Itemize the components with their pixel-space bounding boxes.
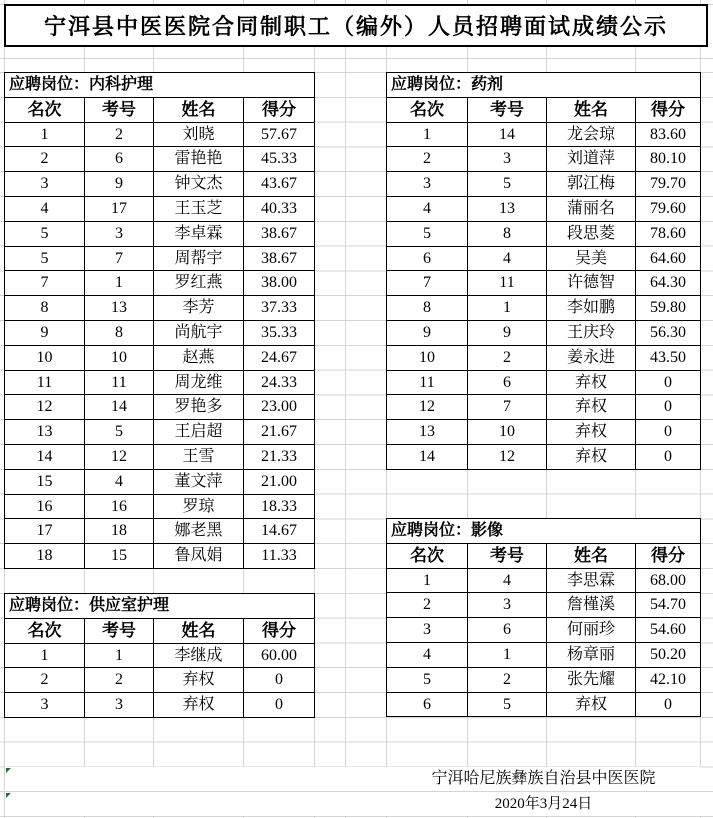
table-cell[interactable]: 59.80 xyxy=(636,296,701,321)
column-header-name[interactable]: 姓名 xyxy=(547,97,636,122)
table-cell[interactable]: 赵燕 xyxy=(154,345,244,370)
table-cell[interactable]: 18.33 xyxy=(244,494,315,519)
table-cell[interactable]: 60.00 xyxy=(244,643,315,668)
table-cell[interactable]: 83.60 xyxy=(636,122,701,147)
table-row xyxy=(387,345,701,370)
table-cell[interactable]: 2 xyxy=(468,345,547,370)
footer-org-cell[interactable]: 宁洱哈尼族彝族自治县中医医院 xyxy=(431,770,656,787)
table-cell[interactable]: 刘晓 xyxy=(154,122,244,147)
table-cell[interactable]: 12 xyxy=(5,395,85,420)
position-label-cell[interactable]: 应聘岗位：影像 xyxy=(387,519,701,544)
table-cell[interactable]: 14 xyxy=(468,122,547,147)
table-cell[interactable]: 郭江梅 xyxy=(547,172,636,197)
position-label-cell[interactable]: 应聘岗位：药剂 xyxy=(387,73,701,98)
table-row xyxy=(387,370,701,395)
table-cell[interactable]: 8 xyxy=(387,296,468,321)
table-cell[interactable]: 1 xyxy=(85,271,154,296)
table-cell[interactable]: 57.67 xyxy=(244,122,315,147)
table-row xyxy=(387,568,701,593)
table-row xyxy=(5,246,315,271)
table-cell[interactable]: 23.00 xyxy=(244,395,315,420)
table-cell[interactable]: 6 xyxy=(85,147,154,172)
table-cell[interactable]: 周帮宇 xyxy=(154,246,244,271)
table-cell[interactable]: 詹槿溪 xyxy=(547,593,636,618)
table-cell[interactable]: 吴美 xyxy=(547,246,636,271)
table-cell[interactable]: 21.33 xyxy=(244,444,315,469)
table-row xyxy=(387,196,701,221)
table-cell[interactable]: 5 xyxy=(468,692,547,717)
table-cell[interactable]: 14.67 xyxy=(244,519,315,544)
table-row xyxy=(5,395,315,420)
table-cell[interactable]: 14 xyxy=(5,444,85,469)
table-cell[interactable]: 38.67 xyxy=(244,221,315,246)
table-cell[interactable]: 刘道萍 xyxy=(547,147,636,172)
table-cell[interactable]: 7 xyxy=(468,395,547,420)
table-cell[interactable]: 2 xyxy=(85,668,154,693)
position-label-cell[interactable]: 应聘岗位：供应室护理 xyxy=(5,594,315,619)
table-cell[interactable]: 4 xyxy=(5,196,85,221)
table-cell[interactable]: 17 xyxy=(85,196,154,221)
table-cell[interactable]: 24.67 xyxy=(244,345,315,370)
table-cell[interactable]: 11 xyxy=(5,370,85,395)
table-row xyxy=(387,122,701,147)
table-cell[interactable]: 1 xyxy=(468,642,547,667)
table-cell[interactable]: 弃权 xyxy=(547,395,636,420)
table-cell[interactable]: 张先耀 xyxy=(547,667,636,692)
table-row xyxy=(5,221,315,246)
table-cell[interactable]: 4 xyxy=(468,568,547,593)
table-row xyxy=(387,618,701,643)
table-row xyxy=(5,643,315,668)
table-cell[interactable]: 蒲丽名 xyxy=(547,196,636,221)
table-cell[interactable]: 6 xyxy=(468,618,547,643)
table-cell[interactable]: 15 xyxy=(5,469,85,494)
table-row xyxy=(5,469,315,494)
table-cell[interactable]: 21.67 xyxy=(244,420,315,445)
table-row xyxy=(387,642,701,667)
table-cell[interactable]: 13 xyxy=(85,296,154,321)
table-cell[interactable]: 5 xyxy=(468,172,547,197)
table-cell[interactable]: 3 xyxy=(468,147,547,172)
table-row xyxy=(387,395,701,420)
table-yingxiang xyxy=(386,518,701,717)
table-cell[interactable]: 弃权 xyxy=(547,692,636,717)
table-cell[interactable]: 李卓霖 xyxy=(154,221,244,246)
table-row xyxy=(387,221,701,246)
table-cell[interactable]: 李如鹏 xyxy=(547,296,636,321)
table-row xyxy=(387,246,701,271)
footer-org-row xyxy=(5,767,701,792)
table-cell[interactable]: 40.33 xyxy=(244,196,315,221)
table-cell[interactable]: 9 xyxy=(387,320,468,345)
table-cell[interactable]: 12 xyxy=(387,395,468,420)
table-cell[interactable]: 15 xyxy=(85,544,154,569)
position-label-cell[interactable]: 应聘岗位：内科护理 xyxy=(5,73,315,98)
table-cell[interactable]: 李继成 xyxy=(154,643,244,668)
table-cell[interactable]: 13 xyxy=(468,196,547,221)
table-cell[interactable]: 35.33 xyxy=(244,320,315,345)
table-cell[interactable]: 7 xyxy=(387,271,468,296)
table-row xyxy=(5,345,315,370)
table-row xyxy=(5,444,315,469)
table-cell[interactable]: 0 xyxy=(636,444,701,469)
table-cell[interactable]: 鲁凤娟 xyxy=(154,544,244,569)
column-header-exam-number[interactable]: 考号 xyxy=(85,97,154,122)
table-cell[interactable]: 弃权 xyxy=(154,693,244,718)
table-cell[interactable]: 弃权 xyxy=(547,370,636,395)
table-cell[interactable]: 罗红燕 xyxy=(154,271,244,296)
footer-date-row xyxy=(5,792,701,816)
table-row xyxy=(5,693,315,718)
table-cell[interactable]: 3 xyxy=(387,172,468,197)
table-cell[interactable]: 13 xyxy=(5,420,85,445)
table-cell[interactable]: 弃权 xyxy=(547,420,636,445)
table-cell[interactable]: 79.60 xyxy=(636,196,701,221)
table-cell[interactable]: 38.00 xyxy=(244,271,315,296)
column-header-exam-number[interactable]: 考号 xyxy=(468,543,547,568)
cell-error-indicator-icon xyxy=(6,768,11,773)
table-cell[interactable]: 2 xyxy=(85,122,154,147)
table-cell[interactable]: 0 xyxy=(636,370,701,395)
table-cell[interactable]: 弃权 xyxy=(154,668,244,693)
table-cell[interactable]: 11.33 xyxy=(244,544,315,569)
cell-error-indicator-icon xyxy=(6,793,11,798)
table-row xyxy=(387,519,701,544)
column-header-score[interactable]: 得分 xyxy=(244,618,315,643)
table-cell[interactable]: 10 xyxy=(468,420,547,445)
table-row xyxy=(5,271,315,296)
table-cell[interactable]: 10 xyxy=(85,345,154,370)
table-cell[interactable]: 罗艳多 xyxy=(154,395,244,420)
table-cell[interactable]: 10 xyxy=(387,345,468,370)
table-cell[interactable]: 罗琼 xyxy=(154,494,244,519)
table-row xyxy=(387,296,701,321)
table-row xyxy=(387,420,701,445)
table-cell[interactable]: 7 xyxy=(5,271,85,296)
table-cell[interactable]: 9 xyxy=(85,172,154,197)
footer-date-cell[interactable]: 2020年3月24日 xyxy=(494,796,593,812)
table-cell[interactable]: 9 xyxy=(5,320,85,345)
table-cell[interactable]: 2 xyxy=(387,593,468,618)
table-cell[interactable]: 娜老黑 xyxy=(154,519,244,544)
table-cell[interactable]: 4 xyxy=(468,246,547,271)
table-row xyxy=(387,271,701,296)
notice-title-cell[interactable] xyxy=(4,4,708,47)
table-cell[interactable]: 56.30 xyxy=(636,320,701,345)
table-row xyxy=(387,147,701,172)
table-row xyxy=(5,420,315,445)
table-cell[interactable]: 3 xyxy=(5,172,85,197)
column-header-rank[interactable]: 名次 xyxy=(387,543,468,568)
table-cell[interactable]: 5 xyxy=(5,221,85,246)
column-header-name[interactable]: 姓名 xyxy=(547,543,636,568)
table-cell[interactable]: 43.67 xyxy=(244,172,315,197)
table-cell[interactable]: 钟文杰 xyxy=(154,172,244,197)
table-cell[interactable]: 54.60 xyxy=(636,618,701,643)
table-cell[interactable]: 80.10 xyxy=(636,147,701,172)
column-header-score[interactable]: 得分 xyxy=(636,543,701,568)
table-row xyxy=(5,73,315,98)
table-row xyxy=(387,667,701,692)
table-cell[interactable]: 11 xyxy=(85,370,154,395)
table-cell[interactable]: 雷艳艳 xyxy=(154,147,244,172)
table-cell[interactable]: 13 xyxy=(387,420,468,445)
column-header-rank[interactable]: 名次 xyxy=(5,618,85,643)
table-cell[interactable]: 4 xyxy=(85,469,154,494)
table-cell[interactable]: 8 xyxy=(468,221,547,246)
table-row xyxy=(387,320,701,345)
table-cell[interactable]: 8 xyxy=(5,296,85,321)
table-gongyingshi-huli xyxy=(4,593,315,718)
table-row xyxy=(5,494,315,519)
table-row xyxy=(5,668,315,693)
table-cell[interactable]: 11 xyxy=(468,271,547,296)
table-cell[interactable]: 王雪 xyxy=(154,444,244,469)
table-row xyxy=(5,296,315,321)
table-cell[interactable]: 16 xyxy=(5,494,85,519)
table-cell[interactable]: 姜永进 xyxy=(547,345,636,370)
column-header-rank[interactable]: 名次 xyxy=(387,97,468,122)
table-yaoji xyxy=(386,72,701,470)
table-cell[interactable]: 2 xyxy=(5,668,85,693)
table-row xyxy=(387,593,701,618)
table-row xyxy=(387,97,701,122)
column-header-exam-number[interactable]: 考号 xyxy=(85,618,154,643)
table-cell[interactable]: 0 xyxy=(636,420,701,445)
table-cell[interactable]: 17 xyxy=(5,519,85,544)
table-row xyxy=(387,692,701,717)
table-cell[interactable]: 0 xyxy=(636,692,701,717)
table-row xyxy=(5,172,315,197)
table-cell[interactable]: 0 xyxy=(244,693,315,718)
table-cell[interactable]: 3 xyxy=(85,693,154,718)
table-cell[interactable]: 79.70 xyxy=(636,172,701,197)
table-cell[interactable]: 18 xyxy=(85,519,154,544)
table-cell[interactable]: 1 xyxy=(85,643,154,668)
table-cell[interactable]: 4 xyxy=(387,642,468,667)
column-header-score[interactable]: 得分 xyxy=(244,97,315,122)
table-row xyxy=(5,97,315,122)
table-cell[interactable]: 11 xyxy=(387,370,468,395)
table-cell[interactable]: 3 xyxy=(387,618,468,643)
table-cell[interactable]: 24.33 xyxy=(244,370,315,395)
table-cell[interactable]: 68.00 xyxy=(636,568,701,593)
table-cell[interactable]: 0 xyxy=(244,668,315,693)
table-row xyxy=(5,544,315,569)
column-header-name[interactable]: 姓名 xyxy=(154,618,244,643)
table-cell[interactable]: 4 xyxy=(387,196,468,221)
table-row xyxy=(387,444,701,469)
table-cell[interactable]: 7 xyxy=(85,246,154,271)
table-cell[interactable]: 5 xyxy=(387,667,468,692)
table-cell[interactable]: 王玉芝 xyxy=(154,196,244,221)
table-row xyxy=(5,594,315,619)
table-cell[interactable]: 6 xyxy=(468,370,547,395)
table-cell[interactable]: 38.67 xyxy=(244,246,315,271)
table-cell[interactable]: 3 xyxy=(468,593,547,618)
table-cell[interactable]: 尚航宇 xyxy=(154,320,244,345)
column-header-score[interactable]: 得分 xyxy=(636,97,701,122)
table-neike-huli xyxy=(4,72,315,569)
table-cell[interactable]: 何丽珍 xyxy=(547,618,636,643)
table-row xyxy=(5,147,315,172)
table-cell[interactable]: 45.33 xyxy=(244,147,315,172)
table-cell[interactable]: 董文萍 xyxy=(154,469,244,494)
table-cell[interactable]: 3 xyxy=(85,221,154,246)
table-row xyxy=(5,122,315,147)
notice-title: 宁洱县中医医院合同制职工（编外）人员招聘面试成绩公示 xyxy=(43,14,668,39)
table-cell[interactable]: 1 xyxy=(387,122,468,147)
table-cell[interactable]: 14 xyxy=(387,444,468,469)
table-cell[interactable]: 杨章丽 xyxy=(547,642,636,667)
table-cell[interactable]: 6 xyxy=(387,246,468,271)
table-cell[interactable]: 1 xyxy=(387,568,468,593)
table-cell[interactable]: 周龙维 xyxy=(154,370,244,395)
table-cell[interactable]: 3 xyxy=(5,693,85,718)
table-row xyxy=(5,370,315,395)
table-cell[interactable]: 5 xyxy=(387,221,468,246)
table-cell[interactable]: 12 xyxy=(85,444,154,469)
table-cell[interactable]: 16 xyxy=(85,494,154,519)
table-cell[interactable]: 6 xyxy=(387,692,468,717)
table-cell[interactable]: 王启超 xyxy=(154,420,244,445)
table-cell[interactable]: 43.50 xyxy=(636,345,701,370)
table-cell[interactable]: 42.10 xyxy=(636,667,701,692)
table-cell[interactable]: 37.33 xyxy=(244,296,315,321)
table-cell[interactable]: 21.00 xyxy=(244,469,315,494)
table-cell[interactable]: 2 xyxy=(468,667,547,692)
table-row xyxy=(5,320,315,345)
table-cell[interactable]: 64.30 xyxy=(636,271,701,296)
table-cell[interactable]: 64.60 xyxy=(636,246,701,271)
table-cell[interactable]: 1 xyxy=(468,296,547,321)
table-cell[interactable]: 54.70 xyxy=(636,593,701,618)
table-cell[interactable]: 1 xyxy=(5,122,85,147)
table-row xyxy=(5,519,315,544)
table-cell[interactable]: 14 xyxy=(85,395,154,420)
table-cell[interactable]: 9 xyxy=(468,320,547,345)
column-header-name[interactable]: 姓名 xyxy=(154,97,244,122)
table-cell[interactable]: 12 xyxy=(468,444,547,469)
column-header-exam-number[interactable]: 考号 xyxy=(468,97,547,122)
table-row xyxy=(5,618,315,643)
table-cell[interactable]: 5 xyxy=(5,246,85,271)
table-cell[interactable]: 许德智 xyxy=(547,271,636,296)
column-header-rank[interactable]: 名次 xyxy=(5,97,85,122)
table-cell[interactable]: 8 xyxy=(85,320,154,345)
table-cell[interactable]: 10 xyxy=(5,345,85,370)
table-row xyxy=(387,543,701,568)
table-cell[interactable]: 王庆玲 xyxy=(547,320,636,345)
table-cell[interactable]: 李思霖 xyxy=(547,568,636,593)
table-cell[interactable]: 78.60 xyxy=(636,221,701,246)
table-cell[interactable]: 2 xyxy=(5,147,85,172)
table-cell[interactable]: 李芳 xyxy=(154,296,244,321)
table-cell[interactable]: 2 xyxy=(387,147,468,172)
table-row xyxy=(387,73,701,98)
table-cell[interactable]: 18 xyxy=(5,544,85,569)
table-cell[interactable]: 弃权 xyxy=(547,444,636,469)
table-cell[interactable]: 5 xyxy=(85,420,154,445)
table-cell[interactable]: 1 xyxy=(5,643,85,668)
table-cell[interactable]: 段思菱 xyxy=(547,221,636,246)
table-cell[interactable]: 龙会琼 xyxy=(547,122,636,147)
table-cell[interactable]: 50.20 xyxy=(636,642,701,667)
table-row xyxy=(387,172,701,197)
table-cell[interactable]: 0 xyxy=(636,395,701,420)
table-row xyxy=(5,196,315,221)
